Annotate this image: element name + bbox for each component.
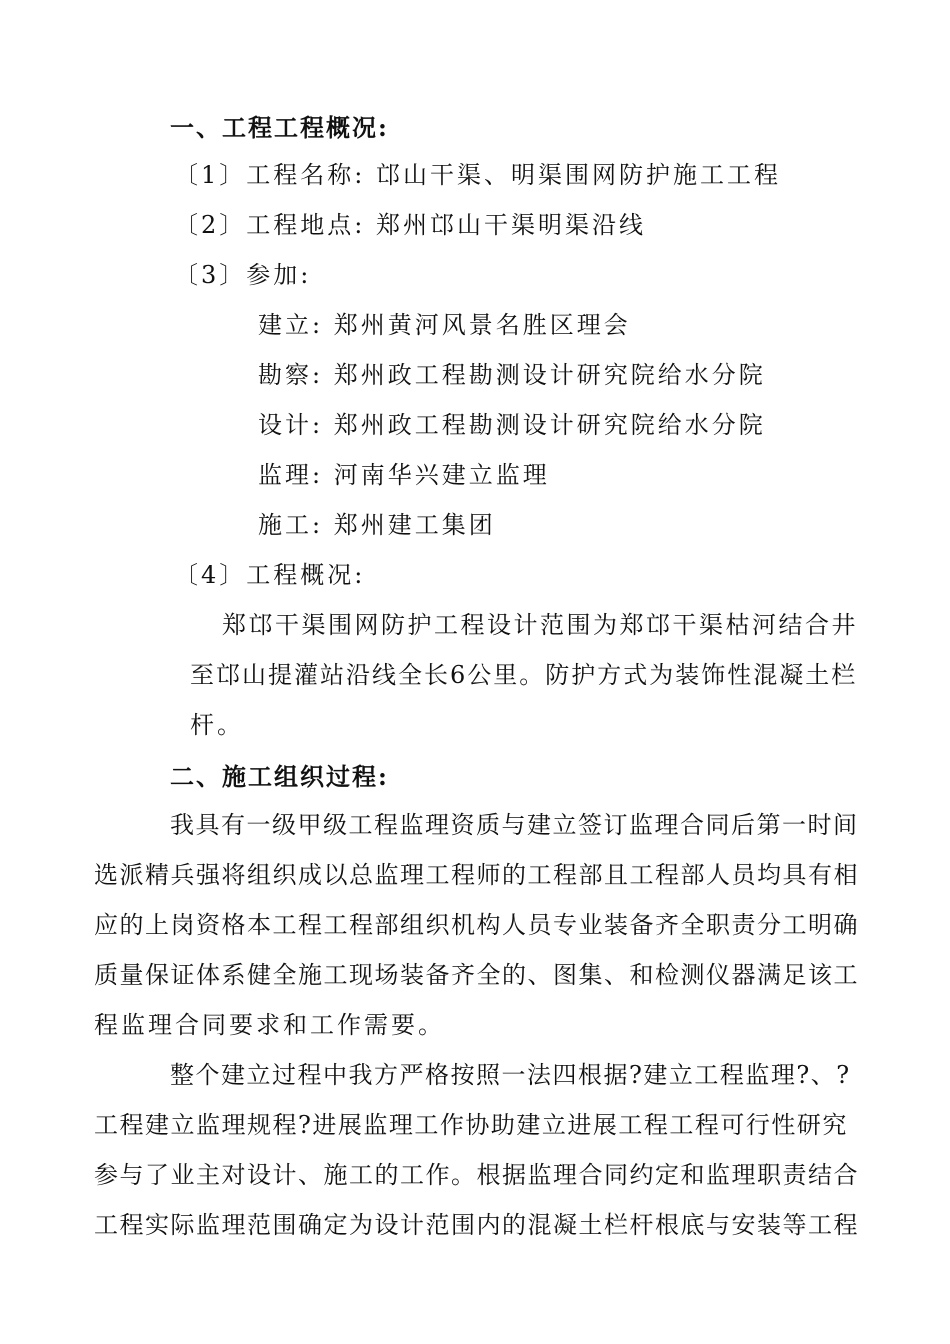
paragraph-line: 程监理合同要求和工作需要。: [94, 1011, 445, 1039]
overview-line: 杆。: [190, 711, 244, 739]
item-project-name: 〔1〕工程名称: 邙山干渠、明渠围网防护施工工程: [174, 161, 781, 189]
paragraph-line: 整个建立过程中我方严格按照一法四根据?建立工程监理?、?: [170, 1061, 851, 1089]
overview-line: 郑邙干渠围网防护工程设计范围为郑邙干渠枯河结合井: [222, 611, 858, 639]
section1-title: 一、工程工程概况:: [170, 113, 389, 142]
overview-line: 至邙山提灌站沿线全长6公里。防护方式为装饰性混凝土栏: [190, 661, 858, 689]
paragraph-line: 质量保证体系健全施工现场装备齐全的、图集、和检测仪器满足该工: [94, 961, 859, 989]
party-surveyor: 勘察: 郑州政工程勘测设计研究院给水分院: [258, 361, 766, 389]
paragraph-line: 工程建立监理规程?进展监理工作协助建立进展工程工程可行性研究: [94, 1111, 848, 1139]
paragraph-line: 参与了业主对设计、施工的工作。根据监理合同约定和监理职责结合: [94, 1161, 859, 1189]
item-overview: 〔4〕工程概况:: [174, 561, 366, 589]
party-builder: 建立: 郑州黄河风景名胜区理会: [258, 311, 631, 339]
party-supervisor: 监理: 河南华兴建立监理: [258, 461, 550, 489]
paragraph-line: 工程实际监理范围确定为设计范围内的混凝土栏杆根底与安装等工程: [94, 1211, 859, 1239]
party-designer: 设计: 郑州政工程勘测设计研究院给水分院: [258, 411, 766, 439]
section2-title: 二、施工组织过程:: [170, 762, 389, 791]
item-project-location: 〔2〕工程地点: 郑州邙山干渠明渠沿线: [174, 211, 646, 239]
paragraph-line: 应的上岗资格本工程工程部组织机构人员专业装备齐全职责分工明确: [94, 911, 859, 939]
paragraph-line: 我具有一级甲级工程监理资质与建立签订监理合同后第一时间: [170, 811, 859, 839]
paragraph-line: 选派精兵强将组织成以总监理工程师的工程部且工程部人员均具有相: [94, 861, 859, 889]
item-participants: 〔3〕参加:: [174, 261, 312, 289]
party-constructor: 施工: 郑州建工集团: [258, 511, 496, 539]
